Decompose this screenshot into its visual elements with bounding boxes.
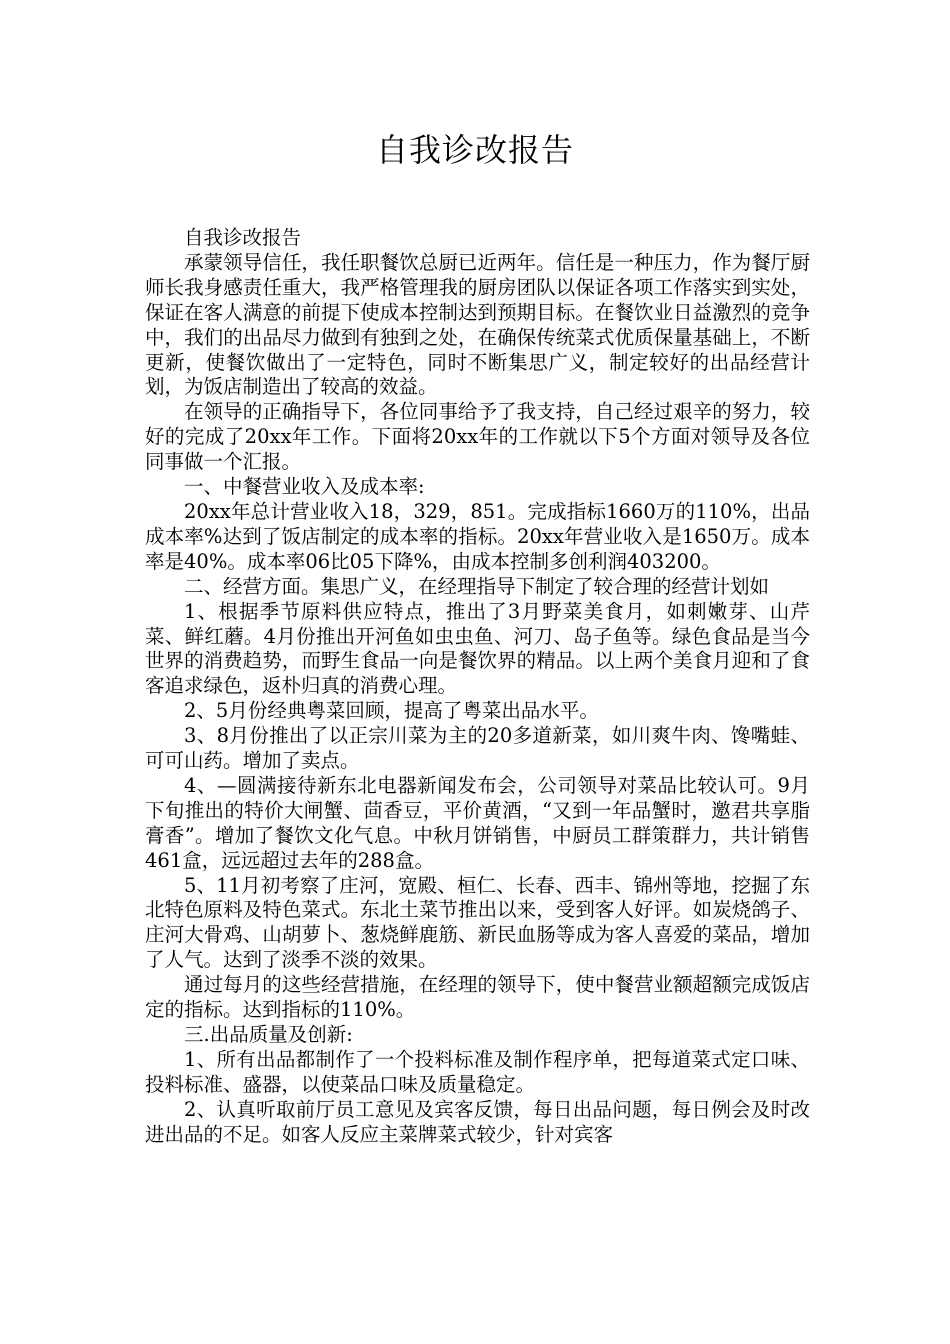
body-paragraph: 通过每月的这些经营措施，在经理的领导下，使中餐营业额超额完成饭店定的指标。达到指标的110%。	[145, 973, 810, 1022]
body-paragraph: 在领导的正确指导下，各位同事给予了我支持，自己经过艰辛的努力，较好的完成了20xx年工作。下面将20xx年的工作就以下5个方面对领导及各位同事做一个汇报。	[145, 400, 810, 474]
document-body	[145, 226, 810, 1148]
list-item: 4、—圆满接待新东北电器新闻发布会，公司领导对菜品比较认可。9月下旬推出的特价大闸蟹、茴香豆，平价黄酒，“又到一年品蟹时，邀君共享脂膏香”。增加了餐饮文化气息。中秋月饼销售，中厨员工群策群力，共计销售461盒，远远超过去年的288盒。	[145, 773, 810, 872]
list-item: 3、8月份推出了以正宗川菜为主的20多道新菜，如川爽牛肉、馋嘴蛙、可可山药。增加了卖点。	[145, 724, 810, 773]
list-item: 5、11月初考察了庄河，宽殿、桓仁、长春、西丰、锦州等地，挖掘了东北特色原料及特色菜式。东北土菜节推出以来，受到客人好评。如炭烧鸽子、庄河大骨鸡、山胡萝卜、葱烧鲜鹿筋、新民血肠等成为客人喜爱的菜品，增加了人气。达到了淡季不淡的效果。	[145, 873, 810, 972]
section-heading: 一、中餐营业收入及成本率:	[184, 475, 425, 499]
body-paragraph: 自我诊改报告	[184, 226, 302, 249]
section-heading: 三.出品质量及创新:	[184, 1023, 353, 1046]
section-heading: 二、经营方面。集思广义，在经理指导下制定了较合理的经营计划如	[184, 574, 770, 598]
document-title: 自我诊改报告	[375, 131, 574, 169]
body-paragraph: 20xx年总计营业收入18，329，851。完成指标1660万的110%，出品成本率%达到了饭店制定的成本率的指标。20xx年营业收入是1650万。成本率是40%。成本率06比05下降%，由成本控制多创利润403200。	[145, 499, 810, 573]
body-paragraph: 承蒙领导信任，我任职餐饮总厨已近两年。信任是一种压力，作为餐厅厨师长我身感责任重大，我严格管理我的厨房团队以保证各项工作落实到实处，保证在客人满意的前提下使成本控制达到预期目标。在餐饮业日益激烈的竞争中，我们的出品尽力做到有独到之处，在确保传统菜式优质保量基础上，不断更新，使餐饮做出了一定特色，同时不断集思广义，制定较好的出品经营计划，为饭店制造出了较高的效益。	[145, 250, 810, 399]
list-item: 2、认真听取前厅员工意见及宾客反馈，每日出品问题，每日例会及时改进出品的不足。如客人反应主菜牌菜式较少，针对宾客	[145, 1097, 810, 1146]
list-item: 1、所有出品都制作了一个投料标准及制作程序单，把每道菜式定口味、投料标准、盛器，以使菜品口味及质量稳定。	[145, 1047, 810, 1096]
list-item: 2、5月份经典粤菜回顾，提高了粤菜出品水平。	[184, 699, 599, 723]
list-item: 1、根据季节原料供应特点，推出了3月野菜美食月，如刺嫩芽、山芹菜、鲜红蘑。4月份推出开河鱼如虫虫鱼、河刀、岛子鱼等。绿色食品是当今世界的消费趋势，而野生食品一向是餐饮界的精品。以上两个美食月迎和了食客追求绿色，返朴归真的消费心理。	[145, 599, 810, 698]
